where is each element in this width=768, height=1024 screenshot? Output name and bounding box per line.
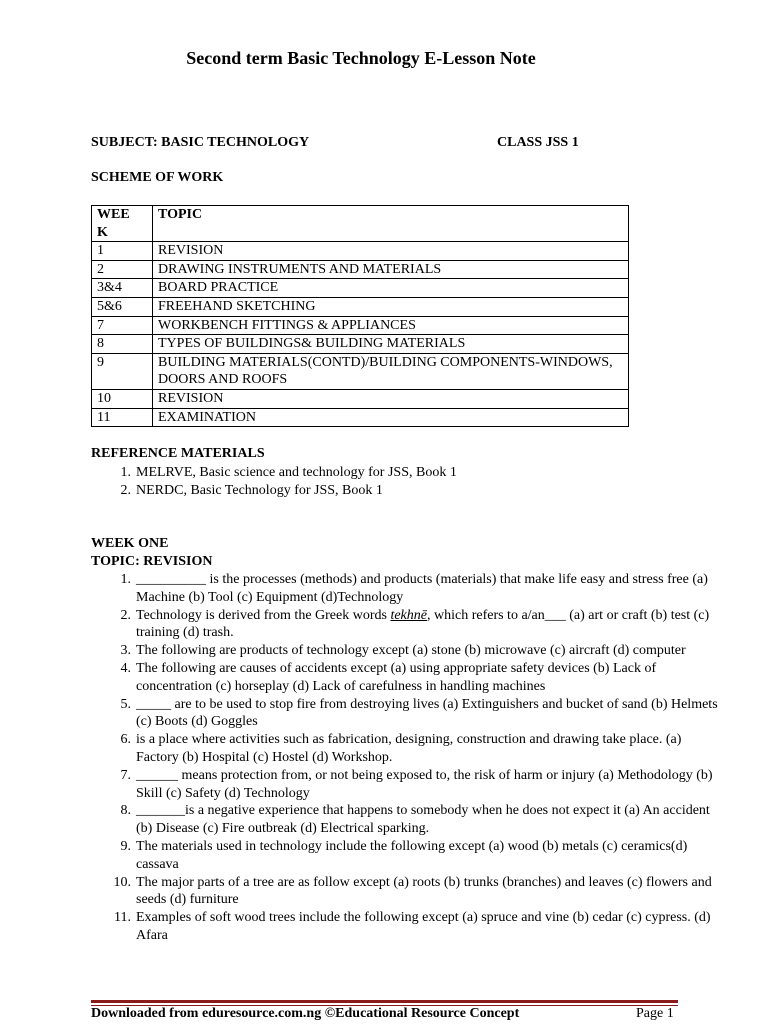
page-number: Page 1 (636, 1006, 674, 1021)
question-text: _____ are to be used to stop fire from destroying lives (a) Extinguishers and bucket of sand (b) Helmets (c) Boots (d) Goggles (136, 696, 718, 730)
question-text: __________ is the processes (methods) and products (materials) that make life easy and stress free (a) Machine (b) Tool (c) Equipment (d)Technology (136, 572, 708, 605)
table-row (92, 297, 629, 316)
subject-label: SUBJECT: BASIC TECHNOLOGY (91, 135, 310, 150)
question-text: The materials used in technology include the following except (a) wood (b) metals (c) ceramics(d) cassava (136, 838, 688, 872)
list-item: 1. MELRVE, Basic science and technology for JSS, Book 1 (120, 465, 457, 480)
week-column-header: WEE K (92, 206, 153, 242)
week-heading: WEEK ONE (91, 536, 169, 551)
week-cell: 9 (92, 353, 153, 389)
topic-cell: BUILDING MATERIALS(CONTD)/BUILDING COMPONENTS-WINDOWS, DOORS AND ROOFS (153, 353, 629, 389)
question-text: The following are causes of accidents except (a) using appropriate safety devices (b) Lack of concentration (c) horseplay (d) Lack of carefulness in handling machines (136, 660, 657, 694)
table-row (92, 242, 629, 261)
reference-text: NERDC, Basic Technology for JSS, Book 1 (136, 482, 383, 498)
class-label: CLASS JSS 1 (497, 135, 579, 150)
table-row (92, 279, 629, 298)
topic-cell: TYPES OF BUILDINGS& BUILDING MATERIALS (153, 335, 629, 354)
question-list (91, 571, 726, 945)
topic-cell: WORKBENCH FITTINGS & APPLIANCES (153, 316, 629, 335)
topic-cell: REVISION (153, 389, 629, 408)
table-row (92, 260, 629, 279)
list-item: 2. Technology is derived from the Greek words tekhnē, which refers to a/an___ (a) art or craft (b) test (c) training (d) trash. (120, 607, 710, 641)
list-item: 2. NERDC, Basic Technology for JSS, Book 1 (120, 482, 383, 498)
footer-source: Downloaded from eduresource.com.ng ©Educational Resource Concept (91, 1006, 520, 1021)
table-header-row (92, 206, 629, 242)
scheme-of-work-table (91, 205, 629, 427)
table-row (92, 408, 629, 427)
list-item: 8. _______is a negative experience that happens to somebody when he does not expect it (a) An accident (b) Disease (c) Fire outbreak (d) Electrical sparking. (120, 803, 710, 837)
table-row (92, 353, 629, 389)
topic-cell: BOARD PRACTICE (153, 279, 629, 298)
list-item: 9. The materials used in technology include the following except (a) wood (b) metals (c) ceramics(d) cassava (120, 838, 688, 872)
week-cell: 2 (92, 260, 153, 279)
reference-text: MELRVE, Basic science and technology for JSS, Book 1 (136, 465, 457, 480)
list-item: 10. The major parts of a tree are as follow except (a) roots (b) trunks (branches) and leaves (c) flowers and seeds (d) furniture (113, 874, 712, 908)
topic-heading: TOPIC: REVISION (91, 554, 213, 569)
table-row (92, 335, 629, 354)
scheme-heading: SCHEME OF WORK (91, 170, 224, 185)
question-text: is a place where activities such as fabrication, designing, construction and drawing take place. (a) Factory (b) Hospital (c) Hostel (d) Workshop. (136, 732, 682, 765)
list-item: 6. is a place where activities such as fabrication, designing, construction and drawing take place. (a) Factory (b) Hospital (c) Hostel (d) Workshop. (120, 732, 682, 765)
topic-cell: DRAWING INSTRUMENTS AND MATERIALS (153, 260, 629, 279)
question-text: The major parts of a tree are as follow except (a) roots (b) trunks (branches) and leaves (c) flowers and seeds (d) furniture (136, 874, 712, 908)
week-cell: 5&6 (92, 297, 153, 316)
week-cell: 1 (92, 242, 153, 261)
week-cell: 11 (92, 408, 153, 427)
week-cell: 7 (92, 316, 153, 335)
question-text: _______is a negative experience that happens to somebody when he does not expect it (a) An accident (b) Disease (c) Fire outbreak (d) Electrical sparking. (136, 803, 710, 837)
topic-column-header: TOPIC (153, 206, 629, 242)
question-text: The following are products of technology except (a) stone (b) microwave (c) aircraft (d) computer (136, 643, 686, 659)
list-item: 11. Examples of soft wood trees include the following except (a) spruce and vine (b) cedar (c) cypress. (d) Afara (114, 910, 711, 943)
question-text: ______ means protection from, or not being exposed to, the risk of harm or injury (a) Methodology (b) Skill (c) Safety (d) Technology (136, 767, 713, 801)
week-cell: 10 (92, 389, 153, 408)
references-heading: REFERENCE MATERIALS (91, 446, 265, 461)
list-item: 5. _____ are to be used to stop fire from destroying lives (a) Extinguishers and bucket of sand (b) Helmets (c) Boots (d) Goggles (120, 696, 718, 730)
list-item: 4. The following are causes of accidents except (a) using appropriate safety devices (b) Lack of concentration (c) horseplay (d) Lack of carefulness in handling machines (120, 660, 657, 694)
week-cell: 3&4 (92, 279, 153, 298)
topic-cell: EXAMINATION (153, 408, 629, 427)
footer-divider-thick (91, 1000, 678, 1003)
topic-cell: FREEHAND SKETCHING (153, 297, 629, 316)
references-list (91, 464, 696, 500)
topic-cell: REVISION (153, 242, 629, 261)
list-item: 1. __________ is the processes (methods) and products (materials) that make life easy and stress free (a) Machine (b) Tool (c) Equipment (d)Technology (120, 572, 708, 605)
question-text: Examples of soft wood trees include the following except (a) spruce and vine (b) cedar (c) cypress. (d) Afara (136, 910, 711, 943)
list-item: 7. ______ means protection from, or not being exposed to, the risk of harm or injury (a) Methodology (b) Skill (c) Safety (d) Technology (120, 767, 713, 801)
table-row (92, 316, 629, 335)
page-title: Second term Basic Technology E-Lesson Note (186, 48, 536, 68)
week-cell: 8 (92, 335, 153, 354)
table-row (92, 389, 629, 408)
list-item: 3. The following are products of technology except (a) stone (b) microwave (c) aircraft (d) computer (120, 643, 686, 659)
question-text: Technology is derived from the Greek words tekhnē, which refers to a/an___ (a) art or craft (b) test (c) training (d) trash. (136, 607, 710, 641)
